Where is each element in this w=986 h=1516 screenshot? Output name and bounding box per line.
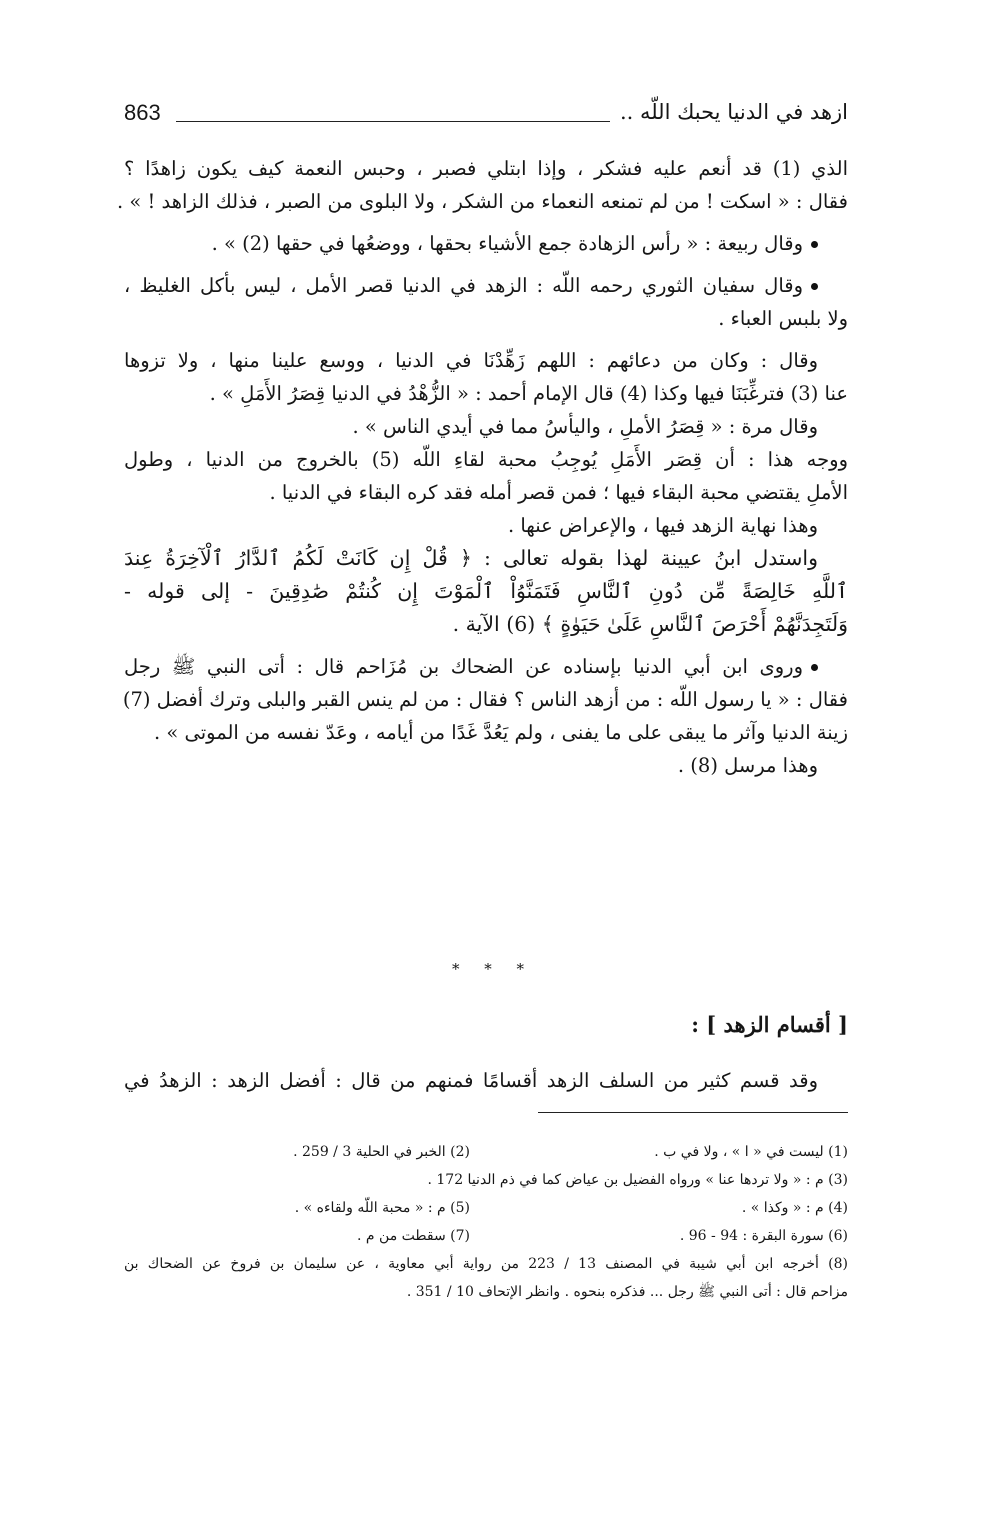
body-line: عنا (3) فترغِّبَنَا فيها وكذا (4) قال الإمام أحمد : « الزُّهْدُ في الدنيا قِصَرُ الأَمَلِ » . [209, 382, 848, 405]
body-line: وقال : وكان من دعائهم : اللهم زَهِّدْنَا في الدنيا ، ووسع علينا منها ، ولا تزوها [124, 349, 818, 372]
page-number: 863 [124, 100, 161, 125]
footnote-rule [538, 1112, 848, 1113]
footnote-1: (1) ليست في « ا » ، ولا في ب . [654, 1144, 848, 1160]
body-line: وهذا مرسل (8) . [677, 754, 818, 777]
footnote-row [124, 1166, 848, 1194]
body-line: وقد قسم كثير من السلف الزهد أقسامًا فمنهم من قال : أفضل الزهد : الزهدُ في [124, 1069, 818, 1092]
footnote-4: (4) م : « وكذا » . [741, 1200, 848, 1216]
body-line-text: وقال سفيان الثوري رحمه اللّه : الزهد في الدنيا قصر الأمل ، ليس بأكل الغليظ ، [124, 274, 803, 297]
footnote-6: (6) سورة البقرة : 94 - 96 . [679, 1228, 848, 1244]
footnotes [124, 1138, 848, 1306]
body-line: وَلَتَجِدَنَّهُمْ أَحْرَصَ ٱلنَّاسِ عَلَىٰ حَيَوٰةٍ ﴾ (6) الآية . [452, 612, 848, 636]
body-line [124, 269, 848, 302]
footnote-row [124, 1138, 848, 1166]
header-rule [176, 121, 610, 122]
body-line: ٱللَّهِ خَالِصَةً مِّن دُونِ ٱلنَّاسِ فَتَمَنَّوُاْ ٱلْمَوْتَ إِن كُنتُمْ صَٰدِقِينَ - إلى قوله - [124, 579, 848, 603]
body-line: ولا بلبس العباء . [718, 307, 848, 330]
footnote-8-continued: مزاحم قال : أتى النبي ﷺ رجل ... فذكره بنحوه . وانظر الإتحاف 10 / 351 . [406, 1284, 848, 1300]
body-line: وهذا نهاية الزهد فيها ، والإعراض عنها . [507, 514, 818, 537]
footnote-5: (5) م : « محبة اللّه ولقاءه » . [294, 1200, 470, 1216]
bullet-icon [811, 241, 818, 248]
running-title: ازهد في الدنيا يحبك اللّه .. [619, 100, 848, 124]
body-line: ووجه هذا : أن قِصَر الأَمَلِ يُوجِبُ محبة لقاءِ اللّه (5) بالخروج من الدنيا ، وطول [124, 448, 849, 471]
footnote-2: (2) الخبر في الحلية 3 / 259 . [293, 1144, 470, 1160]
body-line-text: وروى ابن أبي الدنيا بإسناده عن الضحاك بن مُزَاحم قال : أتى النبي ﷺ رجل [124, 655, 803, 678]
footnote-row [124, 1194, 848, 1222]
page-header [124, 100, 848, 140]
footnote-row [124, 1222, 848, 1250]
footnote-7: (7) سقطت من م . [357, 1228, 470, 1244]
body-line [124, 650, 848, 683]
section-heading: [ أقسام الزهد ] : [691, 1012, 848, 1037]
body-line: الأملِ يقتضي محبة البقاء فيها ؛ فمن قصر أمله فقد كره البقاء في الدنيا . [269, 481, 848, 504]
body-line-text: وقال ربيعة : « رأس الزهادة جمع الأشياء بحقها ، ووضعُها في حقها (2) » . [211, 232, 803, 255]
section-text [124, 1064, 848, 1097]
body-line: فقال : « يا رسول اللّه : من أزهد الناس ؟ فقال : من لم ينس القبر والبلى وترك أفضل (7) [122, 688, 848, 711]
section-divider: * * * [451, 960, 535, 978]
body-line: واستدل ابنُ عيينة لهذا بقوله تعالى : ﴿ قُلْ إِن كَانَتْ لَكُمُ ٱلدَّارُ ٱلْآخِرَةُ عِندَ [124, 546, 818, 570]
body-line: فقال : « اسكت ! من لم تمنعه النعماء من الشكر ، ولا البلوى من الصبر ، فذلك الزاهد ! » . [116, 190, 848, 213]
bullet-icon [811, 283, 818, 290]
body-line [124, 227, 848, 260]
footnote-3: (3) م : « ولا تردها عنا » ورواه الفضيل بن عياض كما في ذم الدنيا 172 . [427, 1172, 848, 1188]
body-line: الذي (1) قد أنعم عليه فشكر ، وإذا ابتلي فصبر ، وحبس النعمة كيف يكون زاهدًا ؟ [124, 157, 848, 180]
body-line: زينة الدنيا وآثر ما يبقى على ما يفنى ، ولم يَعُدَّ غَدًا من أيامه ، وعَدّ نفسه من الموتى » . [153, 721, 848, 744]
body-line: وقال مرة : « قِصَرُ الأملِ ، واليأسُ مما في أيدي الناس » . [352, 415, 818, 438]
body-text [116, 152, 849, 782]
bullet-icon [811, 664, 818, 671]
footnote-8: (8) أخرجه ابن أبي شيبة في المصنف 13 / 223 من رواية أبي معاوية ، عن سليمان بن فروخ عن الضحاك بن [124, 1256, 848, 1272]
